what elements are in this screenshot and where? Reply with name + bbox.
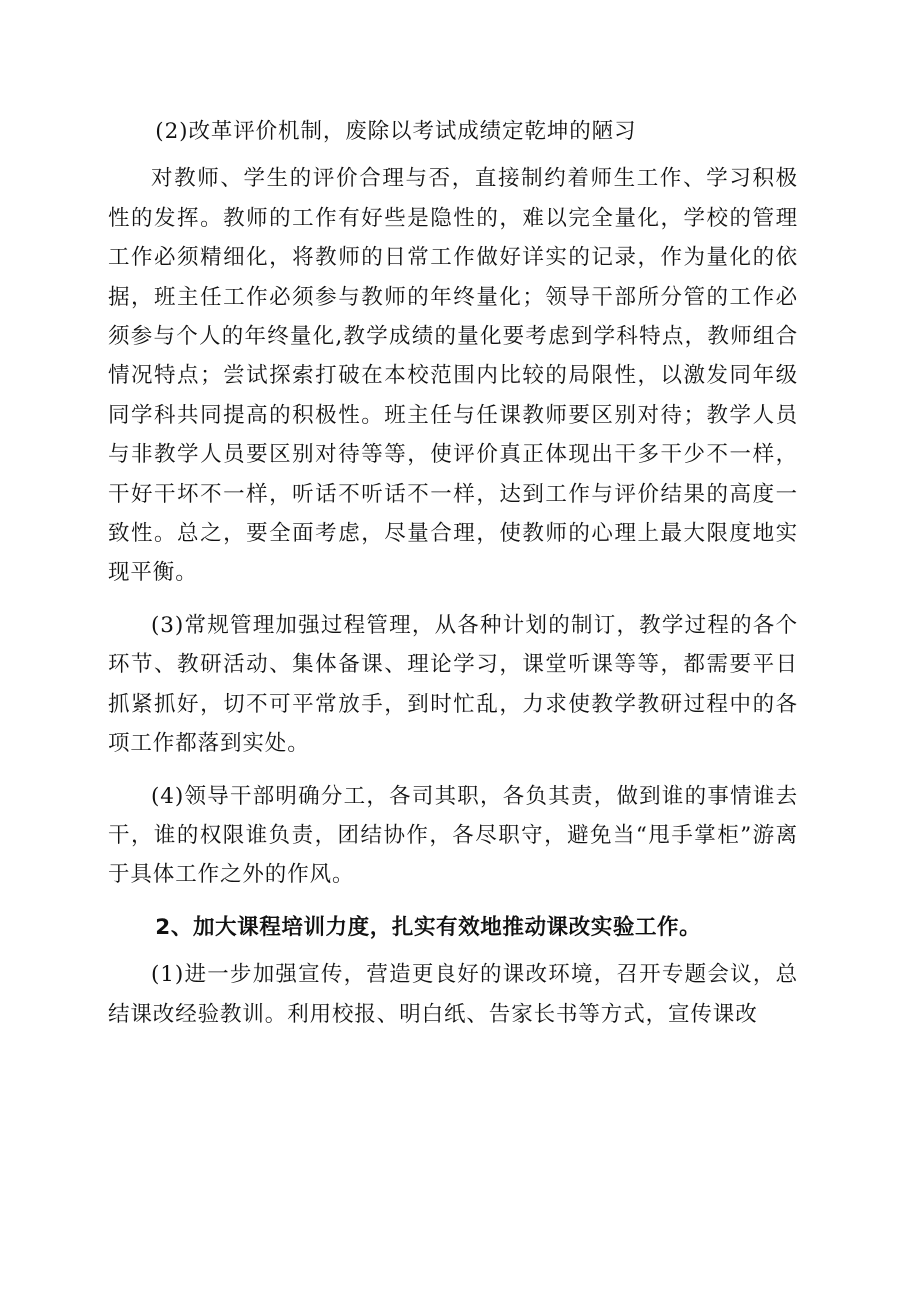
document-body xyxy=(108,112,798,1034)
subheading-evaluation-reform: (2)改革评价机制，废除以考试成绩定乾坤的陋习 xyxy=(155,119,637,144)
paragraph-evaluation-details: 对教师、学生的评价合理与否，直接制约着师生工作、学习积极性的发挥。教师的工作有好些是隐性的，难以完全量化，学校的管理工作必须精细化，将教师的日常工作做好详实的记录，作为量化的依据，班主任工作必须参与教师的年终量化；领导干部所分管的工作必须参与个人的年终量化,教学成绩的量化要考虑到学科特点，教师组合情况特点；尝试探索打破在本校范围内比较的局限性，以激发同年级同学科共同提高的积极性。班主任与任课教师要区别对待；教学人员与非教学人员要区别对待等等，使评价真正体现出干多干少不一样，干好干坏不一样，听话不听话不一样，达到工作与评价结果的高度一致性。总之，要全面考虑，尽量合理，使教师的心理上最大限度地实现平衡。 xyxy=(108,166,798,586)
paragraph-publicity: (1)进一步加强宣传，营造更良好的课改环境，召开专题会议，总结课改经验教训。利用校报、明白纸、告家长书等方式，宣传课改 xyxy=(108,962,798,1027)
section-heading-curriculum-training: 2、加大课程培训力度，扎实有效地推动课改实验工作。 xyxy=(155,914,702,940)
paragraph-routine-management: (3)常规管理加强过程管理，从各种计划的制订，教学过程的各个环节、教研活动、集体备课、理论学习，课堂听课等等，都需要平日抓紧抓好，切不可平常放手，到时忙乱，力求使教学教研过程中的各项工作都落到实处。 xyxy=(108,612,798,757)
paragraph-leadership-division: (4)领导干部明确分工，各司其职，各负其责，做到谁的事情谁去干，谁的权限谁负责，团结协作，各尽职守，避免当“甩手掌柜”游离于具体工作之外的作风。 xyxy=(108,783,798,888)
